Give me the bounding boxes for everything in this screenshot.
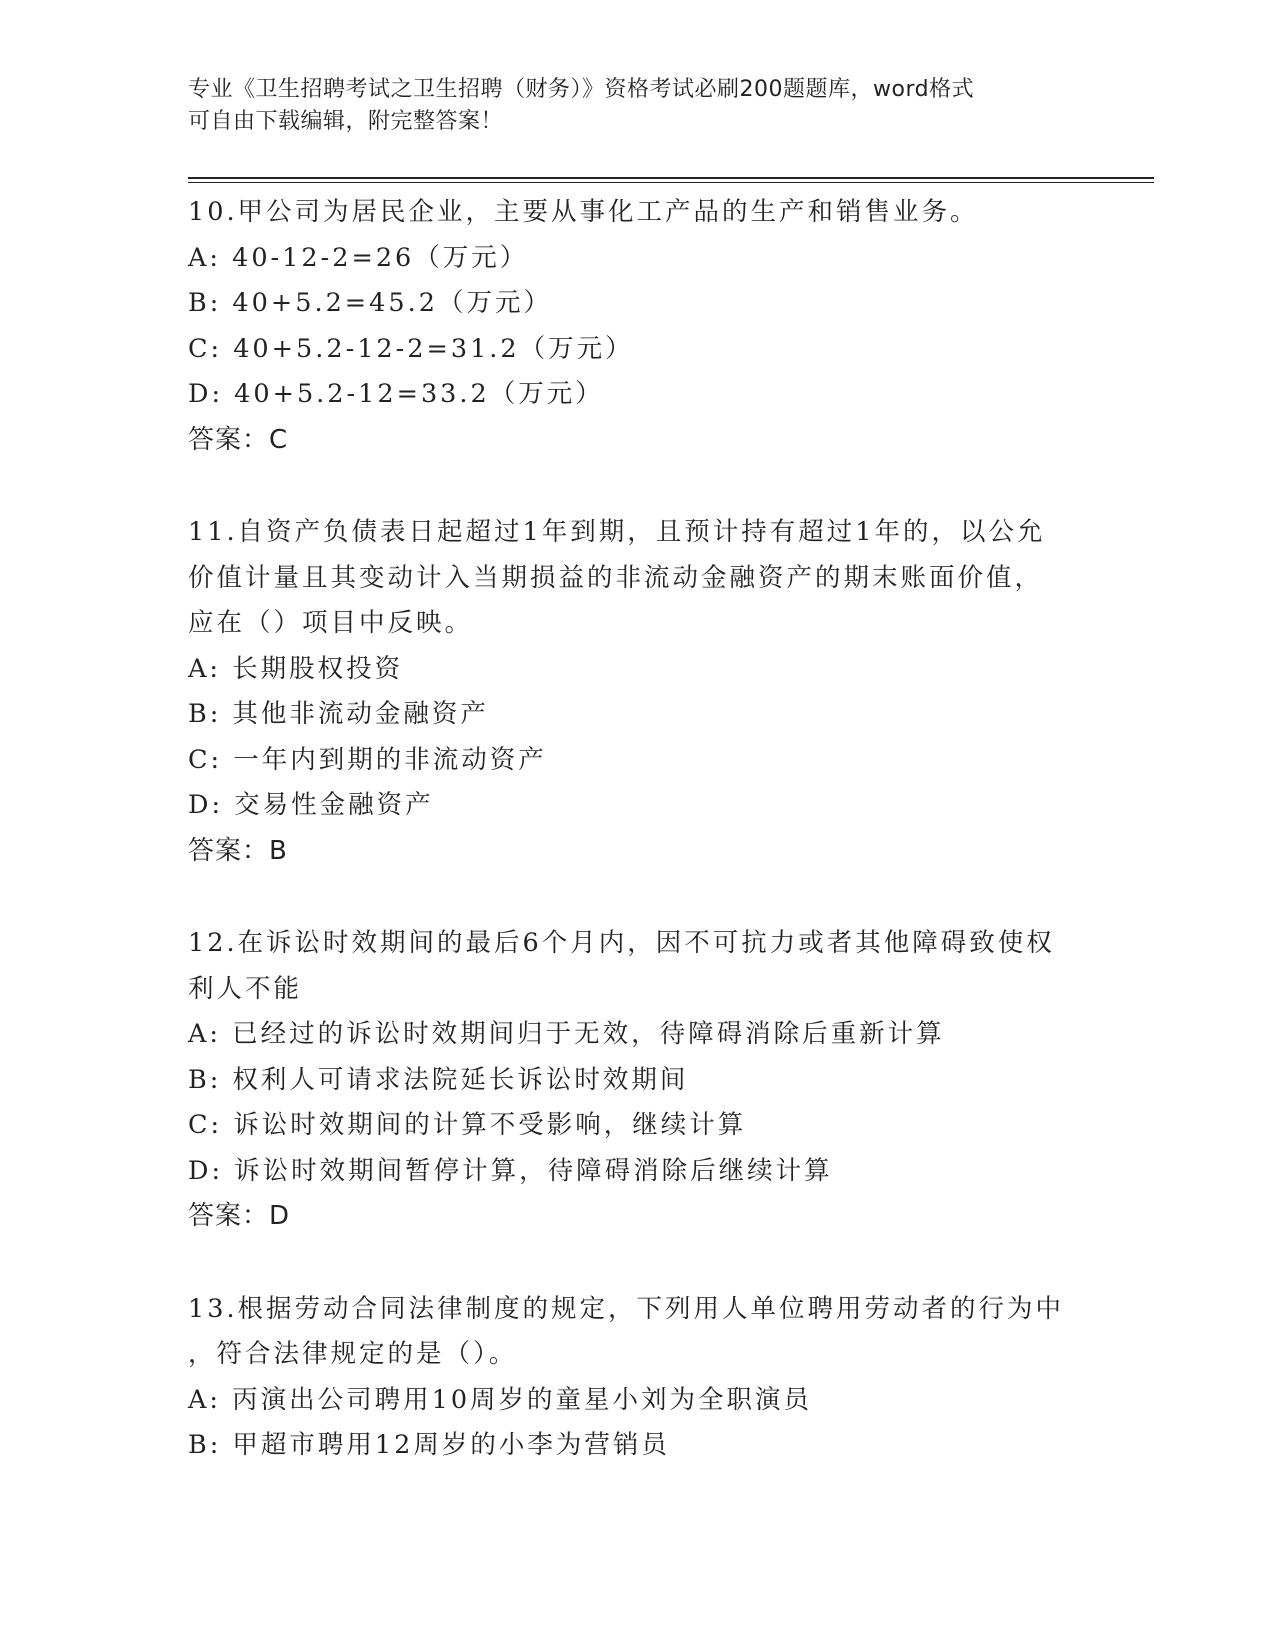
- question-text: 应在（）项目中反映。: [188, 608, 474, 638]
- option-a: A: 40-12-2=26（万元）: [188, 242, 529, 273]
- header-line-1: 专业《卫生招聘考试之卫生招聘（财务）》资格考试必刷200题题库，word格式: [188, 77, 975, 102]
- header-divider-thin: [188, 182, 1154, 183]
- question-text: 10.甲公司为居民企业，主要从事化工产品的生产和销售业务。: [188, 197, 979, 227]
- answer: 答案：B: [188, 835, 288, 866]
- document-header: [188, 74, 1088, 138]
- answer: 答案：C: [188, 424, 289, 455]
- option-d: D: 40+5.2-12=33.2（万元）: [188, 379, 604, 409]
- question-list: [188, 190, 1088, 1469]
- answer: 答案：D: [188, 1201, 291, 1231]
- option-a: A: 丙演出公司聘用10周岁的童星小刘为全职演员: [188, 1384, 813, 1415]
- header-divider-thick: [188, 177, 1154, 179]
- option-b: B: 甲超市聘用12周岁的小李为营销员: [188, 1430, 670, 1460]
- option-a: A: 已经过的诉讼时效期间归于无效，待障碍消除后重新计算: [188, 1019, 945, 1049]
- question-11: [188, 510, 1088, 874]
- option-b: B: 40+5.2=45.2（万元）: [188, 288, 552, 318]
- option-a: A: 长期股权投资: [188, 653, 404, 684]
- option-c: C: 一年内到期的非流动资产: [188, 744, 547, 775]
- question-text: 13.根据劳动合同法律制度的规定，下列用人单位聘用劳动者的行为中: [188, 1293, 1065, 1324]
- question-text: 11.自资产负债表日起超过1年到期，且预计持有超过1年的，以公允: [188, 517, 1046, 547]
- question-text: ，符合法律规定的是（）。: [188, 1339, 518, 1369]
- question-text: 12.在诉讼时效期间的最后6个月内，因不可抗力或者其他障碍致使权: [188, 928, 1055, 958]
- option-c: C: 诉讼时效期间的计算不受影响，继续计算: [188, 1110, 747, 1140]
- option-d: D: 交易性金融资产: [188, 790, 434, 820]
- option-b: B: 权利人可请求法院延长诉讼时效期间: [188, 1064, 689, 1095]
- header-line-2: 可自由下载编辑，附完整答案！: [188, 109, 504, 134]
- option-d: D: 诉讼时效期间暂停计算，待障碍消除后继续计算: [188, 1155, 833, 1186]
- question-text: 价值计量且其变动计入当期损益的非流动金融资产的期末账面价值，: [188, 562, 1044, 593]
- question-text: 利人不能: [188, 973, 303, 1004]
- option-c: C: 40+5.2-12-2=31.2（万元）: [188, 333, 634, 364]
- option-b: B: 其他非流动金融资产: [188, 699, 489, 729]
- question-13: [188, 1287, 1088, 1469]
- question-12: [188, 921, 1088, 1240]
- question-10: [188, 190, 1088, 463]
